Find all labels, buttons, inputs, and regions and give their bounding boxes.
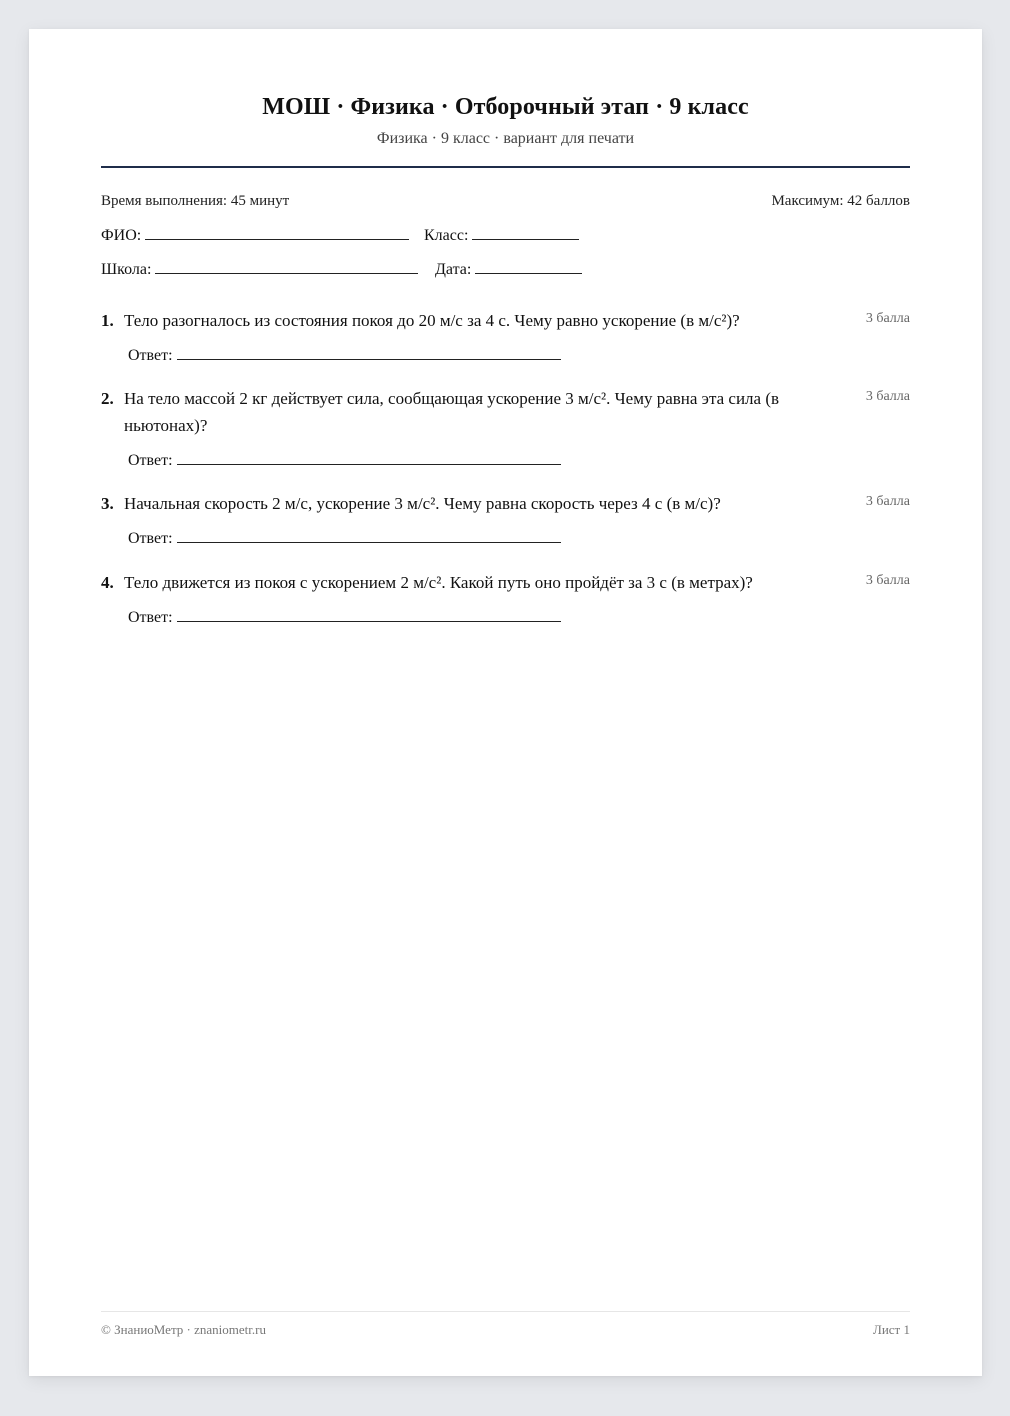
question-text: Тело разогналось из состояния покоя до 20 м/с за 4 с. Чему равно ускорение (в м/с²)? [124, 311, 740, 330]
class-line[interactable] [472, 225, 579, 240]
answer-line[interactable] [177, 450, 561, 465]
header-divider [101, 166, 910, 168]
footer-page-number: Лист 1 [873, 1322, 910, 1337]
school-line[interactable] [155, 259, 418, 274]
question-text: Начальная скорость 2 м/с, ускорение 3 м/с². Чему равна скорость через 4 с (в м/с)? [124, 494, 721, 513]
question-points: 3 балла [865, 311, 910, 326]
question-number: 4. [101, 573, 114, 592]
date-label: Дата: [435, 261, 472, 278]
footer-divider [101, 1311, 910, 1312]
worksheet-page [29, 29, 982, 1376]
question-points: 3 балла [865, 389, 910, 404]
class-label: Класс: [424, 227, 469, 244]
answer-field-3[interactable] [128, 528, 561, 548]
answer-field-1[interactable] [128, 345, 561, 365]
page-title: МОШ · Физика · Отборочный этап · 9 класс [262, 94, 749, 120]
answer-label: Ответ: [128, 452, 173, 469]
answer-label: Ответ: [128, 347, 173, 364]
fio-field[interactable] [101, 225, 409, 245]
date-field[interactable] [435, 259, 582, 279]
question-points: 3 балла [865, 573, 910, 588]
fio-label: ФИО: [101, 227, 142, 244]
page-subtitle: Физика · 9 класс · вариант для печати [376, 130, 635, 147]
answer-line[interactable] [177, 345, 561, 360]
answer-line[interactable] [177, 607, 561, 622]
school-field[interactable] [101, 259, 418, 279]
question-points: 3 балла [865, 494, 910, 509]
school-label: Школа: [101, 261, 152, 278]
date-line[interactable] [475, 259, 582, 274]
question-number: 2. [101, 389, 114, 408]
answer-field-2[interactable] [128, 450, 561, 470]
fio-line[interactable] [145, 225, 409, 240]
answer-label: Ответ: [128, 609, 173, 626]
max-score: Максимум: 42 баллов [771, 193, 910, 209]
class-field[interactable] [424, 225, 579, 245]
footer-copyright: © ЗнаниоМетр · znaniometr.ru [101, 1322, 266, 1337]
question-number: 3. [101, 494, 114, 513]
time-limit: Время выполнения: 45 минут [101, 193, 290, 209]
question-text: На тело массой 2 кг действует сила, сообщающая ускорение 3 м/с². Чему равна эта сила (в ньютонах)? [124, 389, 780, 435]
question-number: 1. [101, 311, 114, 330]
answer-line[interactable] [177, 528, 561, 543]
question-text: Тело движется из покоя с ускорением 2 м/с². Какой путь оно пройдёт за 3 с (в метрах)? [124, 573, 753, 592]
answer-label: Ответ: [128, 530, 173, 547]
answer-field-4[interactable] [128, 607, 561, 627]
